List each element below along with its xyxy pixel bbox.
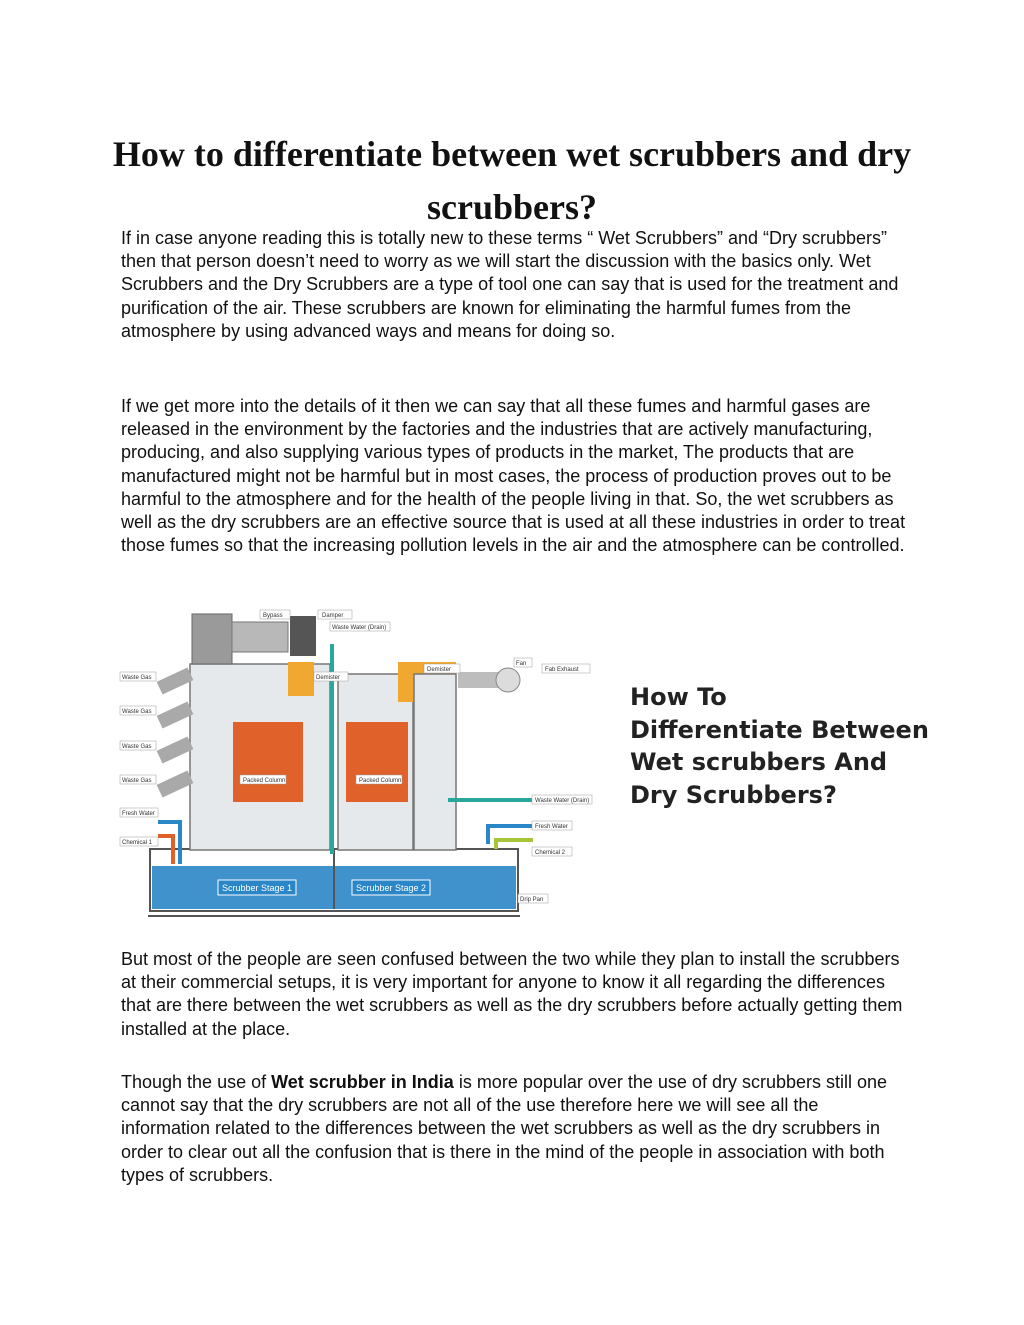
svg-text:Fab Exhaust: Fab Exhaust	[545, 667, 579, 673]
svg-text:Fresh Water: Fresh Water	[535, 824, 568, 830]
svg-text:Damper: Damper	[322, 613, 344, 619]
bypass-box	[192, 614, 232, 664]
paragraph-text: Though the use of	[121, 1072, 272, 1092]
fan	[496, 668, 520, 692]
svg-text:Scrubber Stage 2: Scrubber Stage 2	[356, 883, 427, 893]
svg-text:Demister: Demister	[316, 675, 341, 681]
paragraph-wet-scrubber-india	[121, 1071, 911, 1187]
packed-column-1	[233, 722, 303, 802]
scrubber-diagram-figure	[118, 604, 1018, 924]
svg-text:Fresh Water: Fresh Water	[122, 811, 155, 817]
svg-text:Scrubber Stage 1: Scrubber Stage 1	[222, 883, 293, 893]
svg-text:Fan: Fan	[516, 661, 527, 667]
svg-text:Waste Water (Drain): Waste Water (Drain)	[332, 625, 387, 631]
page-title: How to differentiate between wet scrubbers and dry scrubbers?	[112, 134, 912, 227]
svg-text:Packed Column: Packed Column	[359, 778, 402, 784]
demister-1	[288, 662, 314, 696]
paragraph-confusion: But most of the people are seen confused between the two while they plan to install the scrubbers at their commercial setups, it is very important for anyone to know it all regarding the differences that are there between the wet scrubbers as well as the dry scrubbers before actually getting them installed at the place.	[121, 949, 903, 1039]
figure-heading-line: Dry Scrubbers?	[630, 780, 837, 809]
svg-text:Waste Water (Drain): Waste Water (Drain)	[535, 798, 590, 804]
paragraph-details: If we get more into the details of it then we can say that all these fumes and harmful gases are released in the environment by the factories and the industries that are actively manufacturing, producing, and also supplying various types of products in the market, The products that are manufactured might not be harmful but in most cases, the process of production proves out to be harmful to the atmosphere and for the health of the people living in that. So, the wet scrubbers as well as the dry scrubbers are an effective source that is used at all these industries in order to treat those fumes so that the increasing pollution levels in the air and the atmosphere can be controlled.	[121, 396, 906, 556]
waste-gas-inlets	[157, 667, 194, 797]
svg-text:Waste Gas: Waste Gas	[122, 675, 152, 681]
svg-text:Bypass: Bypass	[263, 613, 283, 619]
figure-heading	[630, 681, 1010, 811]
wet-scrubber-india-emphasis: Wet scrubber in India	[271, 1072, 454, 1092]
svg-text:Packed Column: Packed Column	[243, 778, 286, 784]
packed-column-2	[346, 722, 408, 802]
figure-heading-line: Differentiate Between	[630, 715, 929, 744]
svg-text:Chemical 2: Chemical 2	[535, 850, 566, 856]
damper-box	[290, 616, 316, 656]
svg-text:Waste Gas: Waste Gas	[122, 778, 152, 784]
figure-heading-line: How To	[630, 683, 727, 711]
svg-text:Waste Gas: Waste Gas	[122, 709, 152, 715]
figure-heading-line: Wet scrubbers And	[630, 748, 888, 776]
paragraph-intro: If in case anyone reading this is totally new to these terms “ Wet Scrubbers” and “Dry scrubbers” then that person doesn’t need to worry as we will start the discussion with the basics only. Wet Scrubbers and the Dry Scrubbers are a type of tool one can say that is used for the treatment and purification of the air. These scrubbers are known for eliminating the harmful fumes from the atmosphere by using advanced ways and means for doing so.	[121, 228, 899, 341]
svg-text:Demister: Demister	[427, 667, 452, 673]
svg-text:Drip Pan: Drip Pan	[520, 897, 544, 903]
svg-text:Chemical 1: Chemical 1	[122, 840, 153, 846]
svg-text:Waste Gas: Waste Gas	[122, 744, 152, 750]
top-duct	[232, 622, 288, 652]
paragraph-text: is more popular over the use of dry scrubbers still one cannot say that the dry scrubbers are not all of the use therefore here we will see all the information related to the differences between the wet scrubbers as well as the dry scrubbers in order to clear out all the confusion that is there in the mind of the people in association with both types of scrubbers.	[121, 1072, 888, 1185]
